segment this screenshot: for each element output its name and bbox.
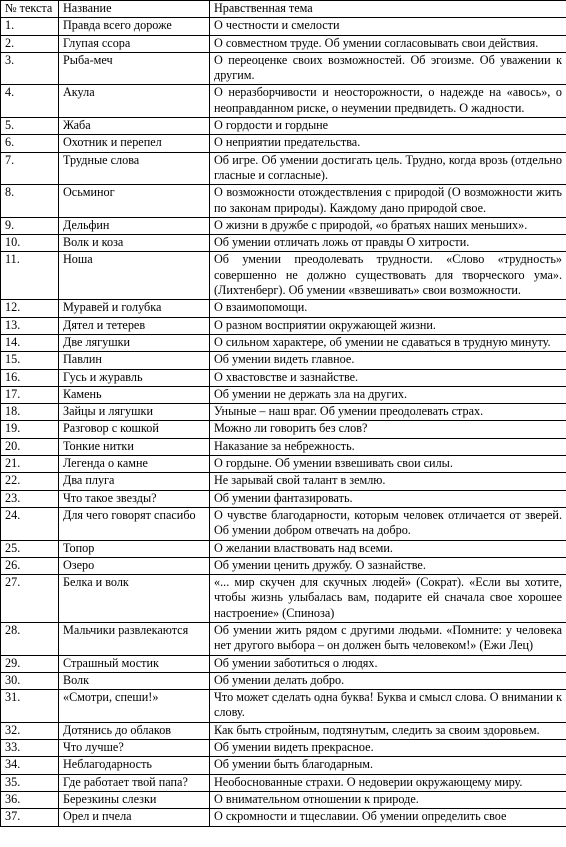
table-row <box>1 317 566 334</box>
cell-number: 8. <box>1 185 59 218</box>
cell-number: 25. <box>1 540 59 557</box>
cell-title: Легенда о камне <box>59 456 210 473</box>
table-row <box>1 18 566 35</box>
cell-theme: О гордыне. Об умении взвешивать свои силы. <box>210 456 566 473</box>
cell-theme: Об умении видеть прекрасное. <box>210 740 566 757</box>
table-row <box>1 557 566 574</box>
cell-number: 19. <box>1 421 59 438</box>
table-row <box>1 809 566 826</box>
table-row <box>1 235 566 252</box>
cell-title: Глупая ссора <box>59 35 210 52</box>
cell-theme: О гордости и гордыне <box>210 118 566 135</box>
table-row <box>1 757 566 774</box>
cell-number: 2. <box>1 35 59 52</box>
cell-theme: О неприятии предательства. <box>210 135 566 152</box>
cell-title: Топор <box>59 540 210 557</box>
table-row <box>1 52 566 85</box>
cell-title: Ноша <box>59 252 210 300</box>
table-row <box>1 152 566 185</box>
table-row <box>1 722 566 739</box>
table-row <box>1 690 566 723</box>
cell-title: Волк <box>59 672 210 689</box>
cell-number: 24. <box>1 507 59 540</box>
cell-title: Две лягушки <box>59 334 210 351</box>
cell-number: 1. <box>1 18 59 35</box>
cell-number: 35. <box>1 774 59 791</box>
cell-number: 14. <box>1 334 59 351</box>
table-row <box>1 438 566 455</box>
cell-title: Павлин <box>59 352 210 369</box>
cell-number: 10. <box>1 235 59 252</box>
cell-title: Мальчики развлекаются <box>59 622 210 655</box>
cell-title: Два плуга <box>59 473 210 490</box>
table-row <box>1 456 566 473</box>
table-row <box>1 300 566 317</box>
cell-title: Страшный мостик <box>59 655 210 672</box>
cell-theme: Об умении не держать зла на других. <box>210 386 566 403</box>
cell-title: Разговор с кошкой <box>59 421 210 438</box>
cell-theme: Что может сделать одна буква! Буква и смысл слова. О внимании к слову. <box>210 690 566 723</box>
cell-theme: Об умении фантазировать. <box>210 490 566 507</box>
cell-title: Орел и пчела <box>59 809 210 826</box>
cell-number: 18. <box>1 404 59 421</box>
table-row <box>1 35 566 52</box>
cell-title: Тонкие нитки <box>59 438 210 455</box>
cell-title: Дотянись до облаков <box>59 722 210 739</box>
cell-title: Осьминог <box>59 185 210 218</box>
cell-title: Где работает твой папа? <box>59 774 210 791</box>
cell-theme: Об умении преодолевать трудности. «Слово «трудность» совершенно не должно существовать для творческого ума». (Лихтенберг). Об умении «взвешивать» свои возможности. <box>210 252 566 300</box>
cell-theme: О чувстве благодарности, которым человек отличается от зверей. Об умении добром отвечать на добро. <box>210 507 566 540</box>
table-row <box>1 575 566 623</box>
cell-theme: О разном восприятии окружающей жизни. <box>210 317 566 334</box>
cell-number: 37. <box>1 809 59 826</box>
cell-theme: Об умении быть благодарным. <box>210 757 566 774</box>
cell-number: 9. <box>1 217 59 234</box>
cell-theme: О совместном труде. Об умении согласовывать свои действия. <box>210 35 566 52</box>
cell-theme: О желании властвовать над всеми. <box>210 540 566 557</box>
header-theme: Нравственная тема <box>210 1 566 18</box>
cell-theme: О переоценке своих возможностей. Об эгоизме. Об уважении к другим. <box>210 52 566 85</box>
table-row <box>1 85 566 118</box>
cell-theme: О взаимопомощи. <box>210 300 566 317</box>
cell-title: Дятел и тетерев <box>59 317 210 334</box>
cell-number: 29. <box>1 655 59 672</box>
table-row <box>1 217 566 234</box>
cell-number: 26. <box>1 557 59 574</box>
table-row <box>1 672 566 689</box>
cell-number: 28. <box>1 622 59 655</box>
table-row <box>1 386 566 403</box>
cell-number: 11. <box>1 252 59 300</box>
cell-number: 3. <box>1 52 59 85</box>
cell-number: 34. <box>1 757 59 774</box>
cell-number: 5. <box>1 118 59 135</box>
cell-title: Охотник и перепел <box>59 135 210 152</box>
table-row <box>1 655 566 672</box>
cell-number: 33. <box>1 740 59 757</box>
cell-title: Дельфин <box>59 217 210 234</box>
table-row <box>1 252 566 300</box>
cell-theme: Об умении жить рядом с другими людьми. «Помните: у человека нет другого выбора – он должен быть человеком!» (Ежи Лец) <box>210 622 566 655</box>
table-row <box>1 421 566 438</box>
cell-number: 13. <box>1 317 59 334</box>
cell-theme: Об умении заботиться о людях. <box>210 655 566 672</box>
cell-theme: Уныные – наш враг. Об умении преодолевать страх. <box>210 404 566 421</box>
table-row <box>1 791 566 808</box>
cell-title: Белка и волк <box>59 575 210 623</box>
table-row <box>1 135 566 152</box>
cell-number: 21. <box>1 456 59 473</box>
cell-title: Волк и коза <box>59 235 210 252</box>
cell-number: 22. <box>1 473 59 490</box>
cell-title: Березкины слезки <box>59 791 210 808</box>
cell-theme: О возможности отождествления с природой (О возможности жить по законам природы). Каждому дано природой свое. <box>210 185 566 218</box>
cell-number: 6. <box>1 135 59 152</box>
cell-theme: Об игре. Об умении достигать цель. Трудно, когда врозь (отдельно гласные и согласные). <box>210 152 566 185</box>
cell-number: 15. <box>1 352 59 369</box>
cell-theme: Необоснованные страхи. О недоверии окружающему миру. <box>210 774 566 791</box>
table-row <box>1 334 566 351</box>
cell-title: Правда всего дороже <box>59 18 210 35</box>
table-row <box>1 507 566 540</box>
cell-theme: О скромности и тщеславии. Об умении определить свое <box>210 809 566 826</box>
cell-number: 32. <box>1 722 59 739</box>
header-number: № текста <box>1 1 59 18</box>
cell-theme: Как быть стройным, подтянутым, следить за своим здоровьем. <box>210 722 566 739</box>
cell-title: Жаба <box>59 118 210 135</box>
cell-title: «Смотри, спеши!» <box>59 690 210 723</box>
cell-number: 31. <box>1 690 59 723</box>
cell-theme: О внимательном отношении к природе. <box>210 791 566 808</box>
table-row <box>1 490 566 507</box>
cell-title: Муравей и голубка <box>59 300 210 317</box>
cell-title: Что лучше? <box>59 740 210 757</box>
cell-title: Зайцы и лягушки <box>59 404 210 421</box>
table-row <box>1 352 566 369</box>
cell-theme: Об умении ценить дружбу. О зазнайстве. <box>210 557 566 574</box>
cell-number: 20. <box>1 438 59 455</box>
cell-number: 23. <box>1 490 59 507</box>
cell-number: 36. <box>1 791 59 808</box>
cell-theme: О жизни в дружбе с природой, «о братьях наших меньших». <box>210 217 566 234</box>
cell-number: 4. <box>1 85 59 118</box>
cell-title: Акула <box>59 85 210 118</box>
cell-number: 17. <box>1 386 59 403</box>
header-title: Название <box>59 1 210 18</box>
cell-theme: О неразборчивости и неосторожности, о надежде на «авось», о неоправданном риске, о неумении предвидеть. О жадности. <box>210 85 566 118</box>
table-row <box>1 540 566 557</box>
table-row <box>1 473 566 490</box>
cell-title: Трудные слова <box>59 152 210 185</box>
cell-number: 30. <box>1 672 59 689</box>
table-row <box>1 185 566 218</box>
cell-theme: Наказание за небрежность. <box>210 438 566 455</box>
cell-title: Что такое звезды? <box>59 490 210 507</box>
cell-theme: Можно ли говорить без слов? <box>210 421 566 438</box>
cell-theme: Об умении делать добро. <box>210 672 566 689</box>
cell-theme: Об умении видеть главное. <box>210 352 566 369</box>
cell-theme: О честности и смелости <box>210 18 566 35</box>
cell-title: Гусь и журавль <box>59 369 210 386</box>
cell-number: 27. <box>1 575 59 623</box>
cell-theme: Не зарывай свой талант в землю. <box>210 473 566 490</box>
cell-title: Озеро <box>59 557 210 574</box>
table-row <box>1 404 566 421</box>
cell-number: 7. <box>1 152 59 185</box>
table-row <box>1 118 566 135</box>
cell-number: 16. <box>1 369 59 386</box>
cell-title: Для чего говорят спасибо <box>59 507 210 540</box>
cell-number: 12. <box>1 300 59 317</box>
table-row <box>1 369 566 386</box>
cell-theme: О сильном характере, об умении не сдаваться в трудную минуту. <box>210 334 566 351</box>
cell-title: Рыба-меч <box>59 52 210 85</box>
cell-theme: «... мир скучен для скучных людей» (Сократ). «Если вы хотите, чтобы жизнь улыбалась вам, подарите ей сначала свое хорошее настроение» (Спиноза) <box>210 575 566 623</box>
cell-theme: Об умении отличать ложь от правды О хитрости. <box>210 235 566 252</box>
cell-title: Неблагодарность <box>59 757 210 774</box>
table-row <box>1 622 566 655</box>
header-row <box>1 1 566 18</box>
cell-theme: О хвастовстве и зазнайстве. <box>210 369 566 386</box>
cell-title: Камень <box>59 386 210 403</box>
table-row <box>1 740 566 757</box>
table-row <box>1 774 566 791</box>
